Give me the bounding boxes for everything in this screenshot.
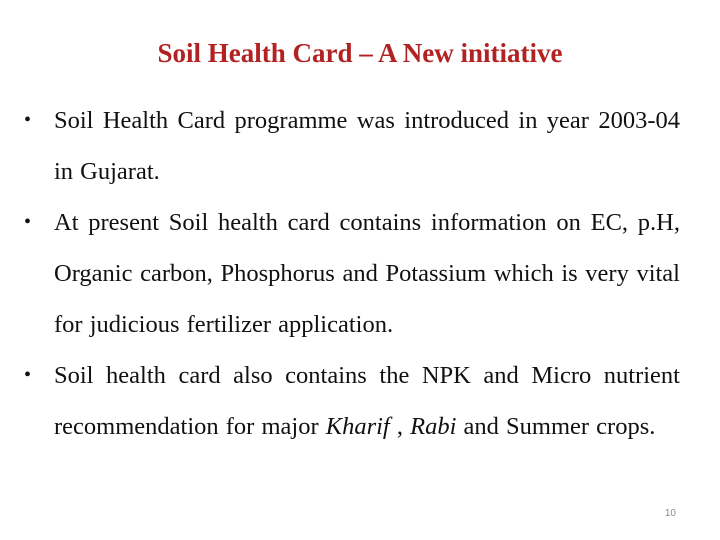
page-number: 10	[664, 508, 676, 519]
bullet-text: Soil Health Card programme was introduced in year 2003-04 in Gujarat.	[54, 107, 680, 185]
bullet-item-1	[22, 95, 680, 197]
bullet-icon: •	[24, 211, 32, 233]
slide-title: Soil Health Card – A New initiative	[157, 38, 563, 68]
bullet-icon: •	[24, 364, 32, 386]
bullet-text-part: Soil health card also contains the NPK and Micro nutrient recommendation for major	[54, 362, 680, 440]
bullet-list	[22, 95, 680, 452]
crop-season-kharif: Kharif	[325, 413, 390, 440]
bullet-text-part: ,	[389, 413, 411, 440]
crop-season-rabi: Rabi	[410, 413, 457, 440]
bullet-text: At present Soil health card contains information on EC, p.H, Organic carbon, Phosphorus and Potassium which is very vital for judicious fertilizer application.	[54, 209, 680, 338]
bullet-icon: •	[24, 109, 32, 131]
bullet-item-2	[22, 197, 680, 350]
bullet-text-part: and Summer crops.	[456, 413, 656, 440]
bullet-item-3	[22, 350, 680, 452]
